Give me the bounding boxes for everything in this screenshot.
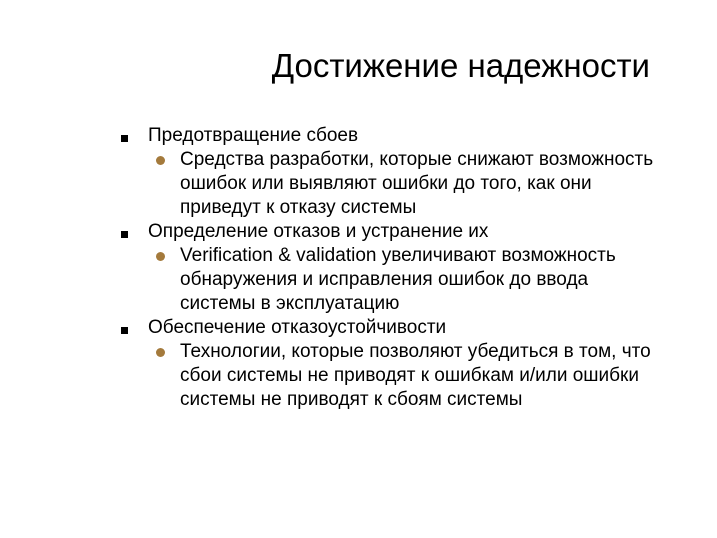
bullet-line: системы не приводят к сбоям системы	[180, 389, 523, 410]
bullet-text: Предотвращение сбоев	[148, 125, 359, 146]
bullet-level2	[0, 340, 717, 412]
round-bullet-icon	[156, 348, 165, 357]
round-bullet-icon	[156, 252, 165, 261]
slide-title: Достижение надежности	[271, 47, 650, 84]
bullet-line: ошибок или выявляют ошибки до того, как они	[180, 173, 592, 194]
bullet-text: Определение отказов и устранение их	[148, 221, 489, 242]
bullet-item-fault-prevention	[0, 124, 717, 220]
bullet-list	[0, 124, 717, 412]
bullet-level2	[0, 244, 717, 316]
square-bullet-icon	[121, 135, 128, 142]
square-bullet-icon	[121, 327, 128, 334]
bullet-item-fault-tolerance	[0, 316, 717, 412]
bullet-line: сбои системы не приводят к ошибкам и/или ошибки	[180, 365, 639, 386]
bullet-level2	[0, 148, 717, 220]
bullet-line: Средства разработки, которые снижают возможность	[180, 149, 654, 170]
bullet-item-fault-detection	[0, 220, 717, 316]
bullet-text: Обеспечение отказоустойчивости	[148, 317, 447, 338]
round-bullet-icon	[156, 156, 165, 165]
bullet-line: приведут к отказу системы	[180, 197, 417, 218]
bullet-level1	[0, 220, 717, 244]
bullet-line: Технологии, которые позволяют убедиться в том, что	[180, 341, 651, 362]
bullet-line: Verification & validation увеличивают возможность	[180, 245, 616, 266]
square-bullet-icon	[121, 231, 128, 238]
bullet-line: обнаружения и исправления ошибок до ввода	[180, 269, 589, 290]
bullet-level1	[0, 316, 717, 340]
bullet-line: системы в эксплуатацию	[180, 293, 400, 314]
bullet-level1	[0, 124, 717, 148]
